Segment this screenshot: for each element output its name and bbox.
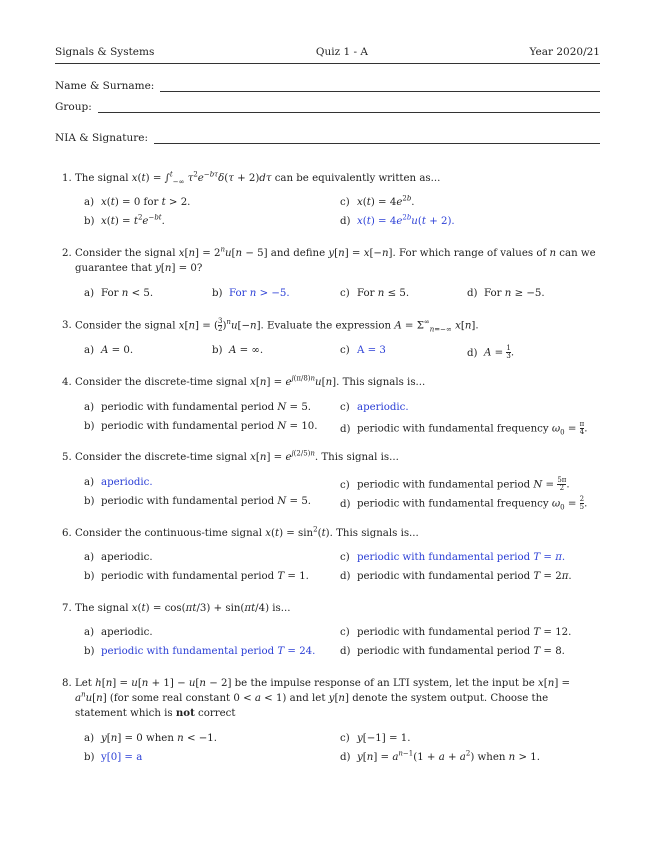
option-a[interactable]: a) aperiodic. xyxy=(84,552,153,563)
option-d-correct[interactable]: d) $x(t) = 4e^{2b}u(t + 2)$. xyxy=(340,213,455,227)
question-3 xyxy=(62,318,600,334)
question-number: 3. xyxy=(62,320,72,331)
option-c[interactable]: c) periodic with fundamental period T = 12. xyxy=(340,627,572,638)
question-stem: Consider the signal x[n] = ( $\frac{3}{2}$ )$^n$u[−n]. Evaluate the expression $A = \Sigma^\infty_{n=-\infty}$ x[n]. xyxy=(75,317,479,334)
option-a[interactable]: a) periodic with fundamental period N = 5. xyxy=(84,402,312,413)
option-d[interactable]: d) $y[n] = a^{n-1}(1 + a + a^2)$ when n > 1. xyxy=(340,749,540,763)
option-c-correct[interactable]: c) aperiodic. xyxy=(340,402,409,413)
group-line[interactable] xyxy=(98,102,600,113)
nia-field xyxy=(55,132,600,144)
option-a[interactable]: a) For n < 5. xyxy=(84,288,154,299)
option-b-correct[interactable]: b) periodic with fundamental period T = 24. xyxy=(84,646,316,657)
quiz-title: Quiz 1 - A xyxy=(315,46,368,58)
option-c[interactable]: c) For n ≤ 5. xyxy=(340,288,410,299)
question-number: 7. xyxy=(62,603,72,614)
question-number: 5. xyxy=(62,452,72,463)
option-a-correct[interactable]: a) aperiodic. xyxy=(84,477,153,488)
option-a[interactable]: a) x(t) = 0 for t > 2. xyxy=(84,197,191,208)
name-label: Name & Surname: xyxy=(55,80,155,92)
year-label: Year 2020/21 xyxy=(529,46,600,58)
page-header xyxy=(55,46,600,58)
question-stem: Consider the signal $x[n] = 2^nu[n - 5]$ and define y[n] = x[−n]. For which range of values of n can we guarantee that y[n] = 0? xyxy=(75,245,596,274)
option-a[interactable]: a) y[n] = 0 when n < −1. xyxy=(84,733,217,744)
option-b[interactable]: b) periodic with fundamental period T = 1. xyxy=(84,571,309,582)
question-number: 4. xyxy=(62,377,72,388)
name-line[interactable] xyxy=(160,81,600,92)
nia-line[interactable] xyxy=(154,133,600,144)
question-stem: The signal x(t) = ∫$^t_{-\infty}$ $\tau^2e^{-b\tau}\delta(\tau + 2)d\tau$ can be equivalently written as... xyxy=(75,170,441,187)
option-b-correct[interactable]: b) For n > −5. xyxy=(212,288,290,299)
option-c-correct[interactable]: c) A = 3 xyxy=(340,345,386,356)
name-field xyxy=(55,80,600,92)
option-d[interactable]: d) periodic with fundamental frequency $\omega_0$ = $\frac{2}{5}$ . xyxy=(340,495,588,512)
question-8 xyxy=(62,676,600,721)
option-c[interactable]: c) y[−1] = 1. xyxy=(340,733,411,744)
nia-label: NIA & Signature: xyxy=(55,132,148,144)
header-rule xyxy=(55,63,600,64)
question-5 xyxy=(62,450,600,465)
question-2 xyxy=(62,246,600,276)
question-stem: Consider the continuous-time signal $x(t) = \sin^2(t)$. This signals is... xyxy=(75,525,419,539)
question-4 xyxy=(62,375,600,390)
question-number: 1. xyxy=(62,173,72,184)
option-b-correct[interactable]: b) y[0] = a xyxy=(84,752,143,763)
option-c[interactable]: c) $x(t) = 4e^{2b}$. xyxy=(340,194,415,208)
option-b[interactable]: b) A = ∞. xyxy=(212,345,264,356)
option-d[interactable]: d) periodic with fundamental period T = 8. xyxy=(340,646,565,657)
question-number: 6. xyxy=(62,528,72,539)
question-stem: Consider the discrete-time signal $x[n] = e^{j(2/5)n}$. This signal is... xyxy=(75,449,399,463)
option-c-correct[interactable]: c) periodic with fundamental period T = π. xyxy=(340,552,566,563)
option-d[interactable]: d) periodic with fundamental period T = 2π. xyxy=(340,571,572,582)
option-c[interactable]: c) periodic with fundamental period N = $\frac{5\pi}{2}$ . xyxy=(340,476,570,492)
question-6 xyxy=(62,526,600,541)
option-b[interactable]: b) periodic with fundamental period N = 5. xyxy=(84,496,312,507)
option-d[interactable]: d) periodic with fundamental frequency $\omega_0$ = $\frac{\pi}{4}$ . xyxy=(340,420,588,437)
question-stem: Consider the discrete-time signal $x[n] = e^{j(\pi/8)n}u[n]$. This signals is... xyxy=(75,374,426,388)
group-label: Group: xyxy=(55,101,92,113)
option-a[interactable]: a) A = 0. xyxy=(84,345,134,356)
option-b[interactable]: b) periodic with fundamental period N = 10. xyxy=(84,421,318,432)
course-title: Signals & Systems xyxy=(55,46,155,58)
option-d[interactable]: d) A = $\frac{1}{3}$ . xyxy=(467,344,515,360)
group-field xyxy=(55,101,600,113)
option-b[interactable]: b) $x(t) = t^2e^{-bt}$. xyxy=(84,213,165,227)
question-number: 8. xyxy=(62,678,72,689)
question-number: 2. xyxy=(62,248,72,259)
question-7 xyxy=(62,601,600,616)
question-1 xyxy=(62,171,600,186)
question-stem: The signal x(t) = cos(πt/3) + sin(πt/4) is... xyxy=(75,603,291,614)
question-stem: Let h[n] = u[n + 1] − u[n − 2] be the impulse response of an LTI system, let the input be $x[n] = a^nu[n]$ (for some real constant 0 < a < 1) and let y[n] denote the system output. Choose the statement which is not correct xyxy=(75,678,571,719)
option-a[interactable]: a) aperiodic. xyxy=(84,627,153,638)
option-d[interactable]: d) For n ≥ −5. xyxy=(467,288,545,299)
